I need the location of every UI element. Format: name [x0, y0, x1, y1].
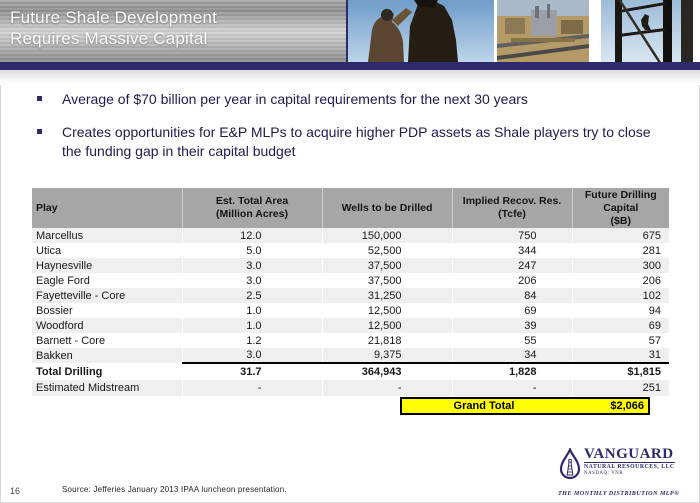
- table-row: Haynesville 3.0 37,500 247 300: [32, 258, 669, 273]
- photo-divider: [589, 0, 601, 62]
- table-row: Fayetteville - Core 2.5 31,250 84 102: [32, 288, 669, 303]
- title-band: [0, 0, 346, 62]
- vanguard-logo-text: [584, 447, 675, 476]
- table-row: Woodford 1.0 12,500 39 69: [32, 318, 669, 333]
- column-header-area: Est. Total Area (Million Acres): [182, 188, 322, 228]
- header-photo-strip: [346, 0, 700, 62]
- bullet-text: Average of $70 billion per year in capital requirements for the next 30 years: [62, 91, 528, 107]
- shale-plays-table: [32, 188, 669, 415]
- logo-tagline: THE MONTHLY DISTRIBUTION MLP®: [558, 490, 680, 497]
- bullet-text: Creates opportunities for E&P MLPs to acquire higher PDP assets as Shale players try to close the funding gap in their capital budget: [62, 124, 651, 159]
- vanguard-logo-top: [558, 447, 692, 487]
- title-line-2: Requires Massive Capital: [10, 29, 208, 48]
- logo-ticker: NASDAQ: VNR: [584, 471, 624, 476]
- vanguard-logo: [558, 447, 692, 497]
- grand-total-label: Grand Total: [453, 400, 515, 412]
- bullet-item: [35, 90, 665, 109]
- title-line-1: Future Shale Development: [10, 8, 218, 27]
- page-title: [0, 0, 346, 49]
- page-number: 16: [10, 486, 21, 496]
- table-row: Barnett - Core 1.2 21,818 55 57: [32, 333, 669, 348]
- table-row: Utica 5.0 52,500 344 281: [32, 243, 669, 258]
- table-row: Marcellus 12.0 150,000 750 675: [32, 228, 669, 243]
- bullet-square-icon: [37, 129, 42, 134]
- table-header-row: [32, 188, 669, 228]
- grand-total-spacer: [32, 397, 400, 415]
- table-row: Eagle Ford 3.0 37,500 206 206: [32, 273, 669, 288]
- oilfield-workers-photo: [348, 0, 494, 62]
- column-header-wells: Wells to be Drilled: [322, 188, 452, 228]
- header-shadow: [0, 70, 700, 85]
- column-header-play: Play: [32, 188, 182, 228]
- logo-subtitle: NATURAL RESOURCES, LLC: [584, 464, 675, 470]
- logo-company-name: VANGUARD: [584, 446, 674, 462]
- header-accent-bar: [0, 62, 700, 70]
- estimated-midstream-row: Estimated Midstream - - - 251: [32, 380, 669, 396]
- column-header-capital: Future Drilling Capital ($B): [572, 188, 669, 228]
- grand-total-value: $2,066: [610, 400, 644, 412]
- derrick-worker-photo: [601, 0, 693, 62]
- grand-total-row: [32, 397, 669, 415]
- total-drilling-row: Total Drilling 31.7 364,943 1,828 $1,815: [32, 363, 669, 380]
- processing-facility-photo: [497, 0, 589, 62]
- table-row: Bossier 1.0 12,500 69 94: [32, 303, 669, 318]
- table-row: Bakken 3.0 9,375 34 31: [32, 348, 669, 363]
- column-header-recov: Implied Recov. Res. (Tcfe): [452, 188, 572, 228]
- bullet-item: [35, 123, 665, 161]
- bullet-list: [35, 90, 665, 175]
- oil-droplet-derrick-icon: [558, 448, 582, 487]
- bullet-square-icon: [37, 96, 42, 101]
- source-citation: Source: Jefferies January 2013 IPAA luncheon presentation.: [62, 485, 287, 494]
- grand-total-highlight: [400, 397, 650, 415]
- slide-header: [0, 0, 700, 62]
